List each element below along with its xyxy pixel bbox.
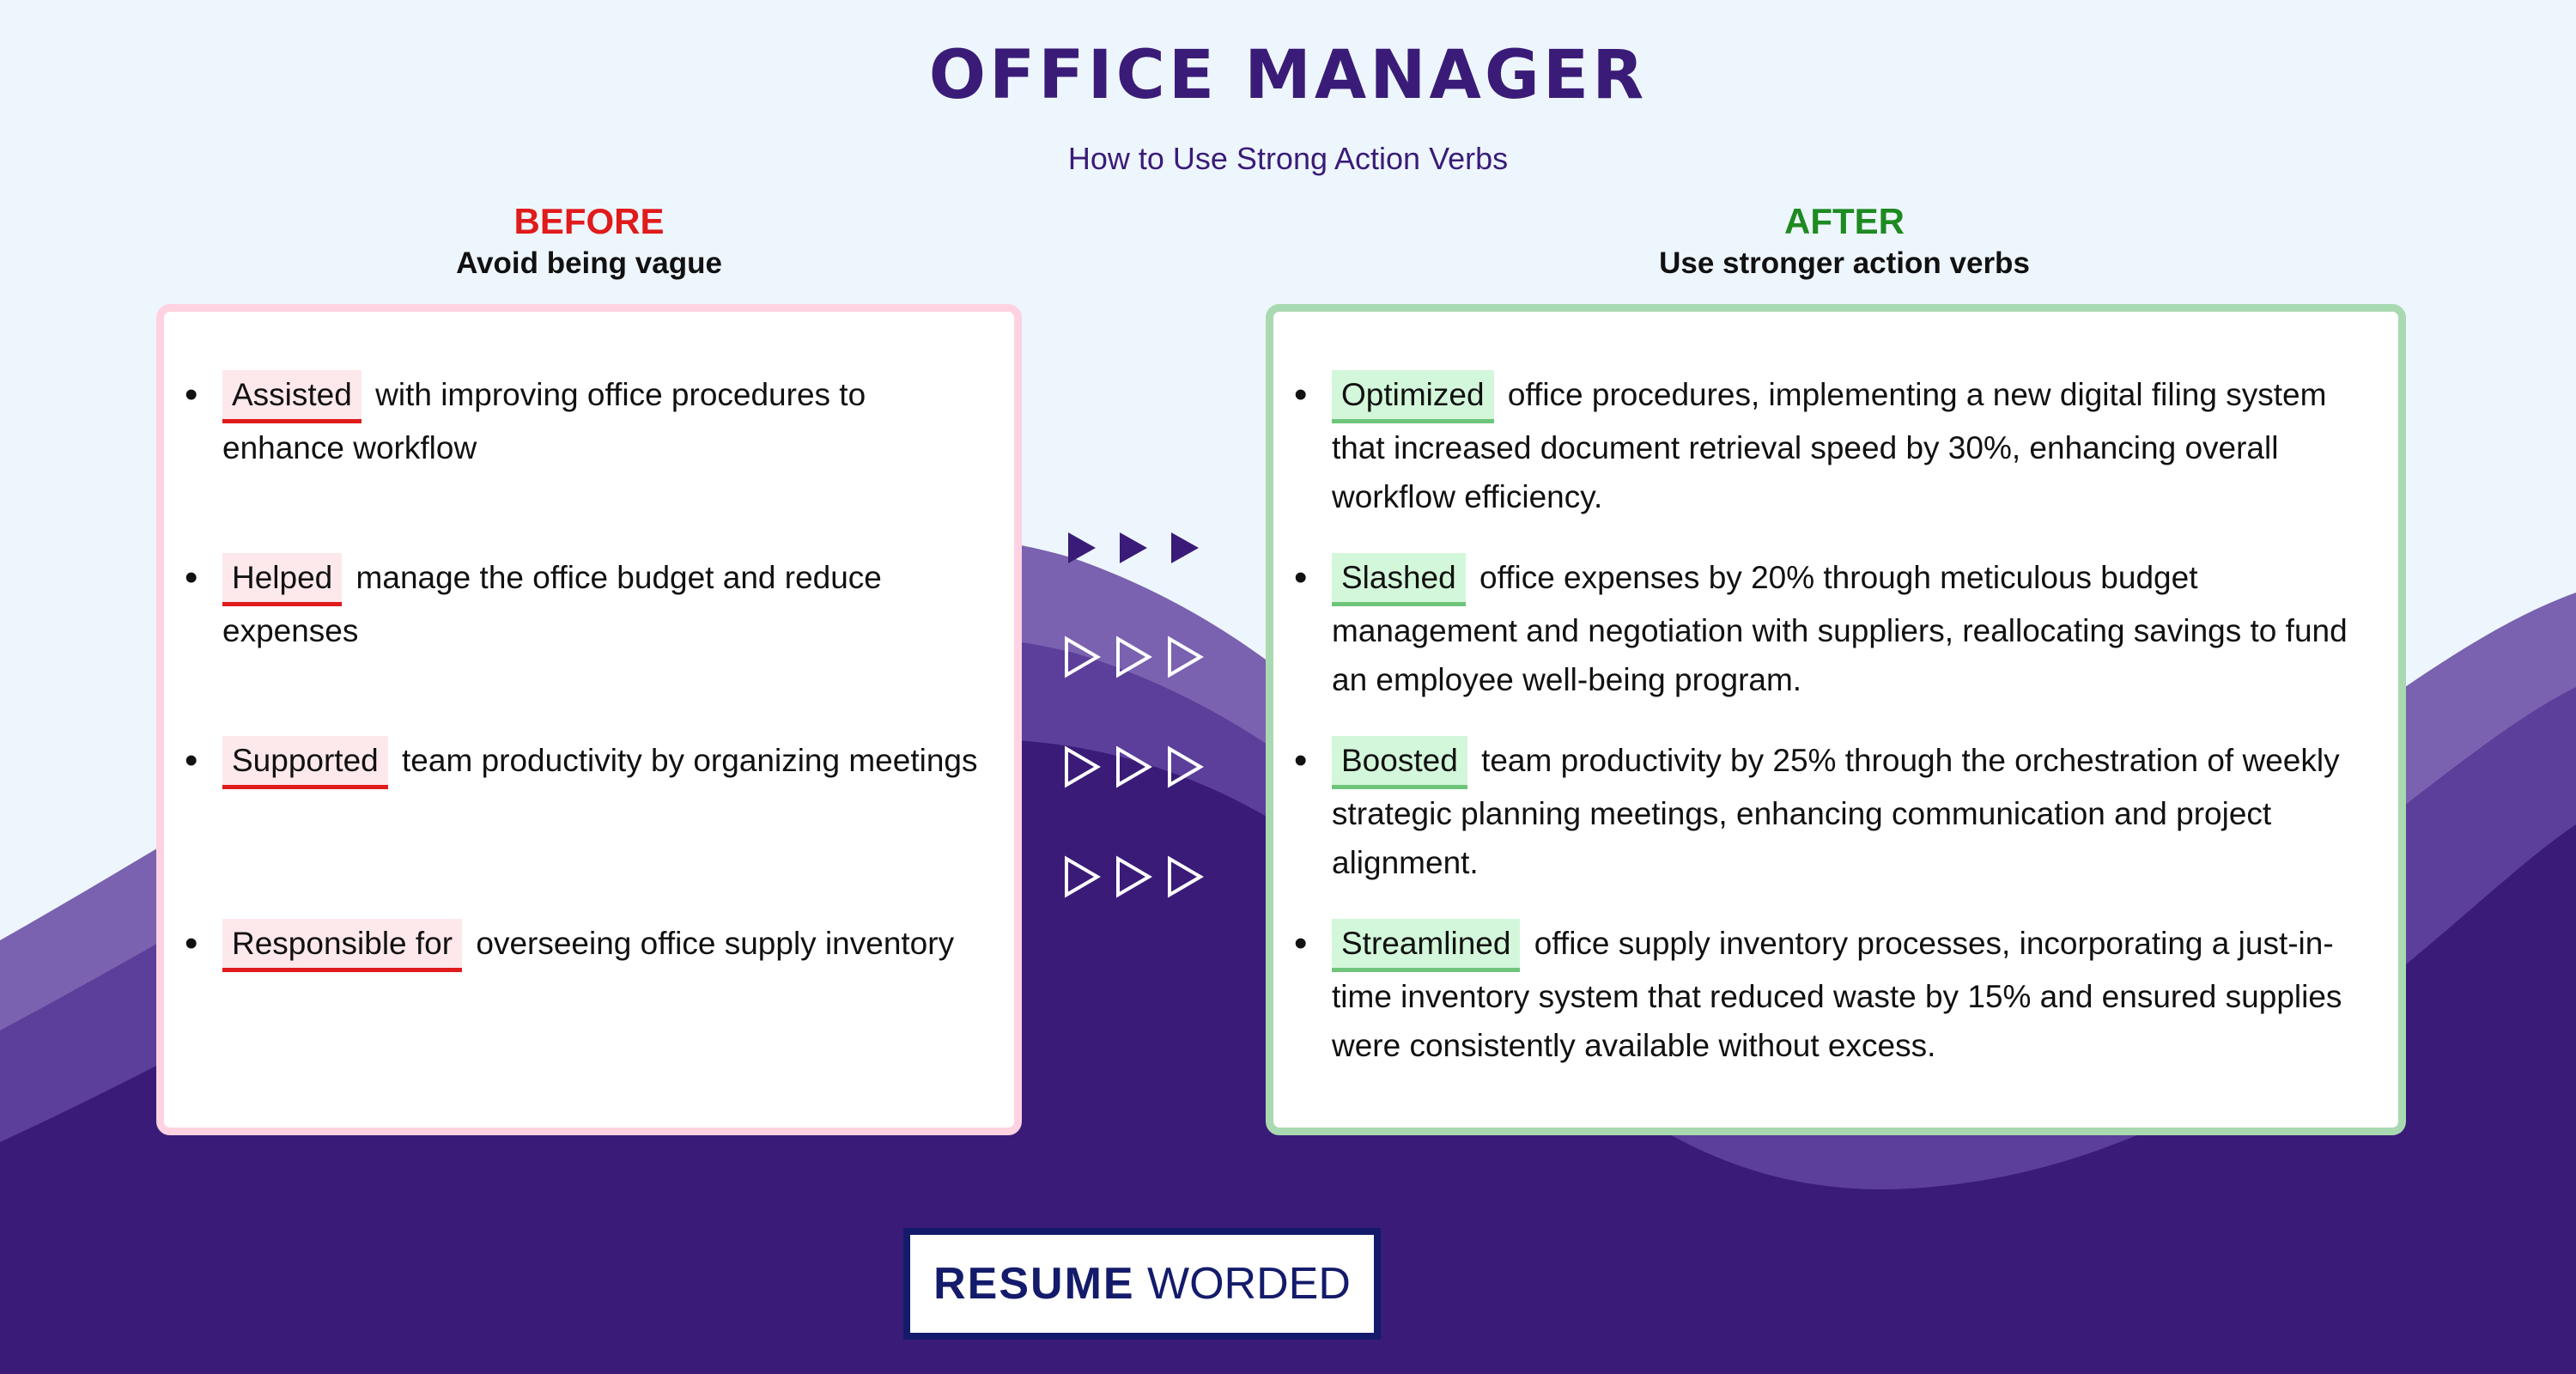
arrow-icon: [1066, 859, 1097, 895]
weak-verb: Responsible for: [222, 919, 462, 972]
arrow-icon: [1068, 532, 1096, 563]
after-sublabel: Use stronger action verbs: [1659, 246, 2030, 280]
after-item: [1294, 736, 2384, 887]
weak-verb: Assisted: [222, 370, 361, 423]
after-header: [1415, 199, 2274, 283]
after-label: AFTER: [1784, 201, 1905, 241]
item-text: with improving office procedures to enhance workflow: [222, 377, 866, 465]
item-text: office supply inventory processes, incorporating a just-in-time inventory system that reduced waste by 15% and ensured supplies were consistently available without excess.: [1332, 926, 2342, 1063]
before-sublabel: Avoid being vague: [456, 246, 722, 280]
arrow-icon: [1118, 639, 1149, 675]
strong-verb: Slashed: [1332, 553, 1466, 606]
bullet-icon: •: [1294, 374, 1308, 416]
strong-verb: Boosted: [1332, 736, 1467, 789]
before-item: [185, 553, 995, 655]
arrow-row-outline-1: [1066, 639, 1200, 675]
logo-bold-text: RESUME: [933, 1259, 1135, 1309]
item-text: overseeing office supply inventory: [476, 926, 955, 961]
arrow-icon: [1118, 859, 1149, 895]
item-text: office procedures, implementing a new digital filing system that increased document retrieval speed by 30%, enhancing overall workflow efficiency.: [1332, 377, 2327, 514]
arrow-icon: [1120, 532, 1147, 563]
before-item: [185, 919, 995, 972]
after-item: [1294, 919, 2384, 1070]
arrow-icon: [1171, 532, 1199, 563]
bullet-icon: •: [1294, 922, 1308, 964]
bullet-icon: •: [1294, 556, 1308, 599]
bullet-icon: •: [185, 374, 198, 416]
before-card: [156, 304, 1022, 1135]
arrow-row-outline-3: [1066, 859, 1200, 895]
arrow-icon: [1066, 749, 1097, 785]
resume-worded-logo[interactable]: [903, 1228, 1381, 1340]
bullet-icon: •: [1294, 739, 1308, 781]
item-text: manage the office budget and reduce expenses: [222, 560, 882, 648]
before-item: [185, 370, 995, 472]
arrow-icon: [1170, 749, 1200, 785]
strong-verb: Streamlined: [1332, 919, 1520, 972]
arrow-row-filled: [1068, 532, 1199, 563]
after-card: [1266, 304, 2406, 1135]
bullet-icon: •: [185, 922, 198, 964]
before-header: [160, 199, 1018, 283]
before-label: BEFORE: [513, 201, 665, 241]
strong-verb: Optimized: [1332, 370, 1494, 423]
page-title: OFFICE MANAGER: [928, 37, 1648, 114]
arrow-icon: [1170, 859, 1200, 895]
logo-light-text: WORDED: [1147, 1259, 1351, 1309]
after-item: [1294, 553, 2384, 704]
bullet-icon: •: [185, 556, 198, 599]
weak-verb: Supported: [222, 736, 388, 789]
item-text: office expenses by 20% through meticulous budget management and negotiation with suppliers, reallocating savings to fund an employee well-being program.: [1332, 560, 2348, 697]
arrow-icon: [1170, 639, 1200, 675]
arrows-group: [1061, 515, 1216, 910]
page-subtitle: How to Use Strong Action Verbs: [1067, 141, 1509, 176]
bullet-icon: •: [185, 739, 198, 781]
before-item: [185, 736, 995, 789]
after-item: [1294, 370, 2384, 521]
item-text: team productivity by 25% through the orchestration of weekly strategic planning meetings, enhancing communication and project alignment.: [1332, 743, 2340, 880]
arrow-row-outline-2: [1066, 749, 1200, 785]
arrow-icon: [1066, 639, 1097, 675]
arrow-icon: [1118, 749, 1149, 785]
weak-verb: Helped: [222, 553, 342, 606]
item-text: team productivity by organizing meetings: [402, 743, 978, 778]
